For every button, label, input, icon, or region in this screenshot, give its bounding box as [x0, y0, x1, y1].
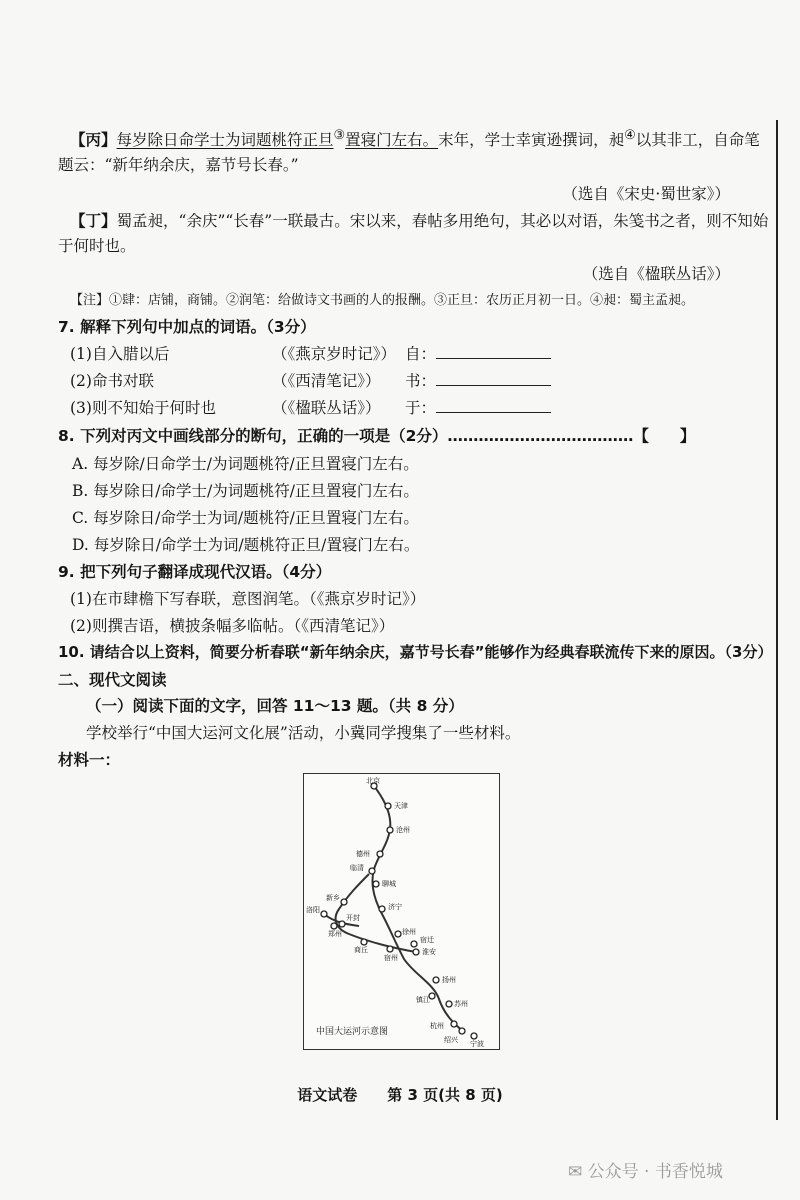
q7-item-2-source: （《西清笔记》） — [272, 372, 381, 390]
city-marker — [361, 939, 367, 945]
city-marker — [395, 931, 401, 937]
city-label-shangqiu: 商丘 — [354, 946, 368, 954]
city-marker — [379, 906, 385, 912]
bing-line-2: 题云：“新年纳余庆，嘉节号长春。” — [58, 156, 299, 174]
city-label-hangzhou: 杭州 — [430, 1022, 444, 1030]
city-marker — [459, 1028, 465, 1034]
city-label-tianjin: 天津 — [394, 802, 408, 810]
bing-note-mark-2: ④ — [624, 128, 636, 143]
city-marker — [387, 827, 393, 833]
city-label-ningbo: 宁波 — [470, 1040, 484, 1048]
ding-line-2: 于何时也。 — [58, 237, 136, 255]
city-marker — [373, 881, 379, 887]
q7-item-2-answer — [405, 369, 551, 391]
city-marker — [451, 1021, 457, 1027]
city-marker — [341, 899, 347, 905]
city-label-suzhou: 苏州 — [454, 1000, 468, 1008]
ding-label: 【丁】 — [70, 212, 117, 230]
city-label-dezhou: 德州 — [356, 850, 370, 858]
city-marker — [377, 851, 383, 857]
q8-option-a[interactable]: A. 每岁除/日命学士/为词题桃符/正旦置寝门左右。 — [72, 455, 419, 473]
city-label-huaian: 淮安 — [422, 948, 436, 956]
map-title: 中国大运河示意图 — [316, 1027, 389, 1037]
city-marker — [387, 946, 393, 952]
ding-source: （选自《楹联丛话》） — [582, 265, 730, 283]
notes: 【注】①肆：店铺，商铺。②润笔：给做诗文书画的人的报酬。③正旦：农历正月初一日。④昶：蜀主孟昶。 — [70, 293, 695, 308]
section-2-title: 二、现代文阅读 — [58, 671, 167, 689]
bing-after-text: 置寝门左右。 — [345, 131, 439, 150]
bing-rest-text: 末年，学士幸寅逊撰词，昶 — [438, 131, 625, 150]
city-marker — [339, 921, 345, 927]
grand-canal-map — [303, 773, 500, 1050]
watermark-text: 公众号 · 书香悦城 — [587, 1162, 723, 1182]
city-label-suzhou-anhui: 宿州 — [384, 954, 398, 962]
bing-rest-text-b: 以其非工，自命笔 — [635, 131, 760, 150]
q9-item-1: (1)在市肆檐下写春联，意图润笔。（《燕京岁时记》） — [70, 590, 426, 608]
ding-line-1 — [70, 209, 768, 231]
city-label-yangzhou: 扬州 — [442, 976, 456, 984]
city-marker — [471, 1033, 477, 1039]
q7-answer-blank-1[interactable] — [436, 344, 551, 359]
bing-line-1 — [70, 128, 760, 150]
q7-title: 7. 解释下列句中加点的词语。（3分） — [58, 318, 316, 336]
city-label-kaifeng: 开封 — [346, 914, 360, 922]
map-city-labels — [306, 776, 484, 1048]
city-marker — [369, 868, 375, 874]
section-2-intro: 学校举行“中国大运河文化展”活动，小冀同学搜集了一些材料。 — [86, 724, 521, 742]
city-label-linqing: 临清 — [350, 864, 364, 872]
material-1-label: 材料一： — [58, 751, 121, 769]
city-marker — [413, 949, 419, 955]
section-2-subtitle: （一）阅读下面的文字，回答 11～13 题。（共 8 分） — [86, 697, 464, 715]
city-label-jining: 济宁 — [388, 903, 402, 911]
city-label-luoyang: 洛阳 — [306, 906, 320, 914]
page-footer: 语文试卷 第 3 页(共 8 页) — [297, 1086, 503, 1104]
q9-item-2: (2)则撰吉语，横披条幅多临帖。（《西清笔记》） — [70, 617, 395, 635]
city-marker — [446, 1001, 452, 1007]
q7-item-3-source: （《楹联丛话》） — [272, 399, 381, 417]
q7-item-1-sentence: (1)自入腊以后 — [70, 345, 170, 363]
ding-text: 蜀孟昶，“余庆”“长春”一联最古。宋以来，春帖多用绝句，其必以对语，朱笺书之者，则不知始 — [116, 212, 769, 230]
bing-underlined-text: 每岁除日命学士为词题桃符正旦 — [116, 131, 334, 150]
city-label-suqian: 宿迁 — [420, 936, 434, 944]
q7-item-2-sentence: (2)命书对联 — [70, 372, 154, 390]
q7-item-3-sentence: (3)则不知始于何时也 — [70, 399, 216, 417]
city-label-liaocheng: 聊城 — [382, 880, 396, 888]
q7-answer-blank-2[interactable] — [436, 371, 551, 386]
city-marker — [331, 923, 337, 929]
city-label-shaoxing: 绍兴 — [444, 1036, 458, 1044]
bing-note-mark: ③ — [333, 128, 346, 143]
q7-item-2-word: 书： — [405, 372, 437, 390]
q7-item-3-answer — [405, 396, 551, 418]
city-label-xuzhou: 徐州 — [402, 928, 416, 936]
wechat-icon: ✉ — [568, 1162, 583, 1182]
q8-option-b[interactable]: B. 每岁除日/命学士/为词题桃符/正旦置寝门左右。 — [72, 482, 419, 500]
wechat-watermark — [568, 1157, 723, 1182]
bing-label: 【丙】 — [70, 131, 117, 150]
q7-item-1-source: （《燕京岁时记》） — [272, 345, 397, 363]
city-label-zhenjiang: 镇江 — [416, 996, 430, 1004]
q8-option-d[interactable]: D. 每岁除日/命学士为词/题桃符正旦/置寝门左右。 — [72, 536, 420, 554]
city-marker — [433, 977, 439, 983]
city-marker — [321, 911, 327, 917]
city-marker — [385, 803, 391, 809]
city-label-xinxiang: 新乡 — [326, 894, 340, 902]
q7-item-1-word: 自： — [405, 345, 437, 363]
q8-title: 8. 下列对丙文中画线部分的断句，正确的一项是（2分）………………………………【 】 — [58, 427, 696, 445]
q7-answer-blank-3[interactable] — [436, 398, 551, 413]
city-label-cangzhou: 沧州 — [396, 826, 410, 834]
city-label-beijing: 北京 — [366, 777, 380, 785]
bing-source: （选自《宋史·蜀世家》） — [562, 185, 730, 203]
grand-canal-map-svg — [304, 774, 499, 1049]
q7-item-1-answer — [405, 342, 551, 364]
q9-title: 9. 把下列句子翻译成现代汉语。（4分） — [58, 563, 332, 581]
city-marker — [411, 941, 417, 947]
q7-item-3-word: 于： — [405, 399, 437, 417]
q10-title: 10. 请结合以上资料，简要分析春联“新年纳余庆，嘉节号长春”能够作为经典春联流传下来的原因。（3分） — [58, 643, 773, 661]
q8-option-c[interactable]: C. 每岁除日/命学士为词/题桃符/正旦置寝门左右。 — [72, 509, 419, 527]
page-right-border — [776, 120, 778, 1120]
city-label-zhengzhou: 郑州 — [328, 930, 342, 938]
